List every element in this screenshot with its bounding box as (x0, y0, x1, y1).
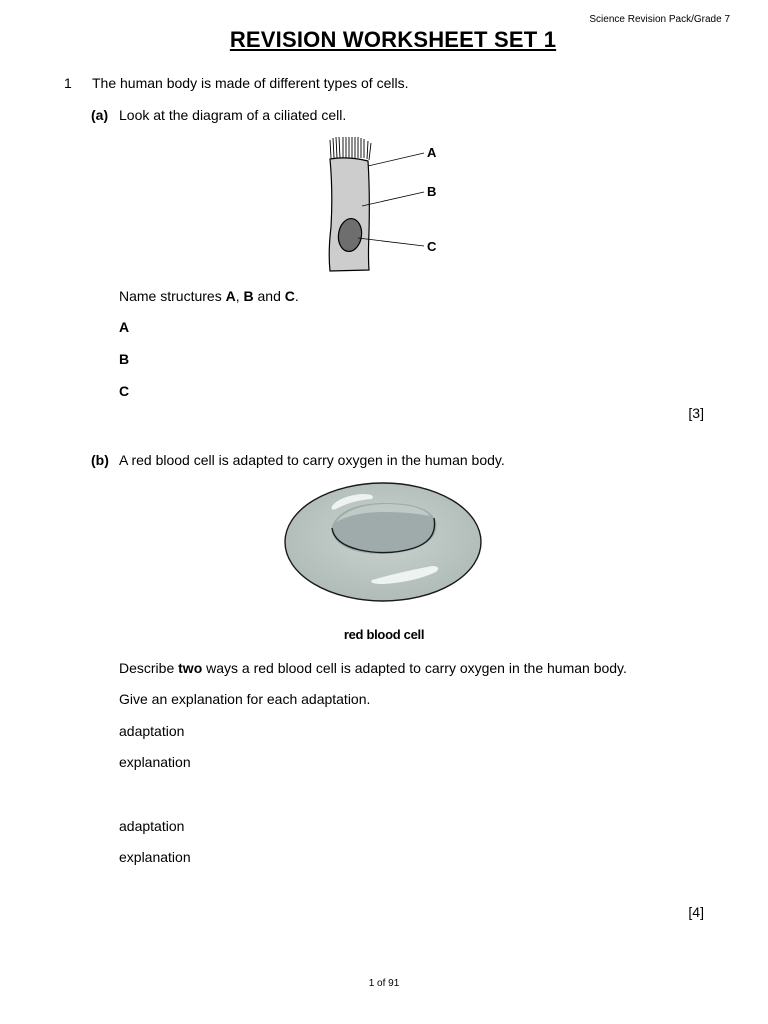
name-structures-prompt (119, 287, 299, 305)
leader-line-a (368, 153, 424, 166)
leader-line-b (362, 192, 424, 206)
marks-part-b: [4] (688, 904, 704, 920)
marks-part-a: [3] (688, 405, 704, 421)
question-intro: The human body is made of different types of cells. (92, 75, 409, 91)
describe-text-end: ways a red blood cell is adapted to carry oxygen in the human body. (202, 660, 627, 676)
page-title: REVISION WORKSHEET SET 1 (229, 27, 557, 52)
explanation-label-2: explanation (119, 849, 191, 865)
cilia (330, 137, 371, 160)
adaptation-label-1: adaptation (119, 723, 185, 739)
diagram-label-b: B (427, 184, 437, 199)
prompt-sep: , (235, 288, 244, 304)
prompt-b: B (243, 288, 254, 304)
prompt-a: A (225, 288, 236, 304)
answer-label-c: C (119, 383, 130, 399)
prompt-sep: and (253, 288, 285, 304)
rbc-caption: red blood cell (343, 627, 425, 642)
diagram-label-c: C (427, 239, 437, 254)
part-a-text: Look at the diagram of a ciliated cell. (119, 107, 347, 123)
prompt-c: C (284, 288, 295, 304)
answer-label-b: B (119, 351, 130, 367)
running-head: Science Revision Pack/Grade 7 (589, 14, 730, 25)
question-number: 1 (64, 75, 72, 91)
explain-prompt: Give an explanation for each adaptation. (119, 691, 371, 707)
cytoplasm (329, 158, 369, 271)
part-b-text: A red blood cell is adapted to carry oxygen in the human body. (119, 452, 505, 468)
adaptation-label-2: adaptation (119, 818, 185, 834)
prompt-end: . (294, 288, 299, 304)
answer-label-a: A (119, 319, 130, 335)
prompt-text: Name structures (119, 288, 226, 304)
page-number: 1 of 91 (368, 978, 400, 989)
explanation-label-1: explanation (119, 754, 191, 770)
part-b-label: (b) (91, 452, 109, 468)
describe-bold: two (178, 660, 203, 676)
describe-prompt (119, 659, 627, 677)
red-blood-cell-drawing (280, 478, 486, 606)
diagram-label-a: A (427, 145, 437, 160)
describe-text: Describe (119, 660, 179, 676)
part-a-label: (a) (91, 107, 109, 123)
